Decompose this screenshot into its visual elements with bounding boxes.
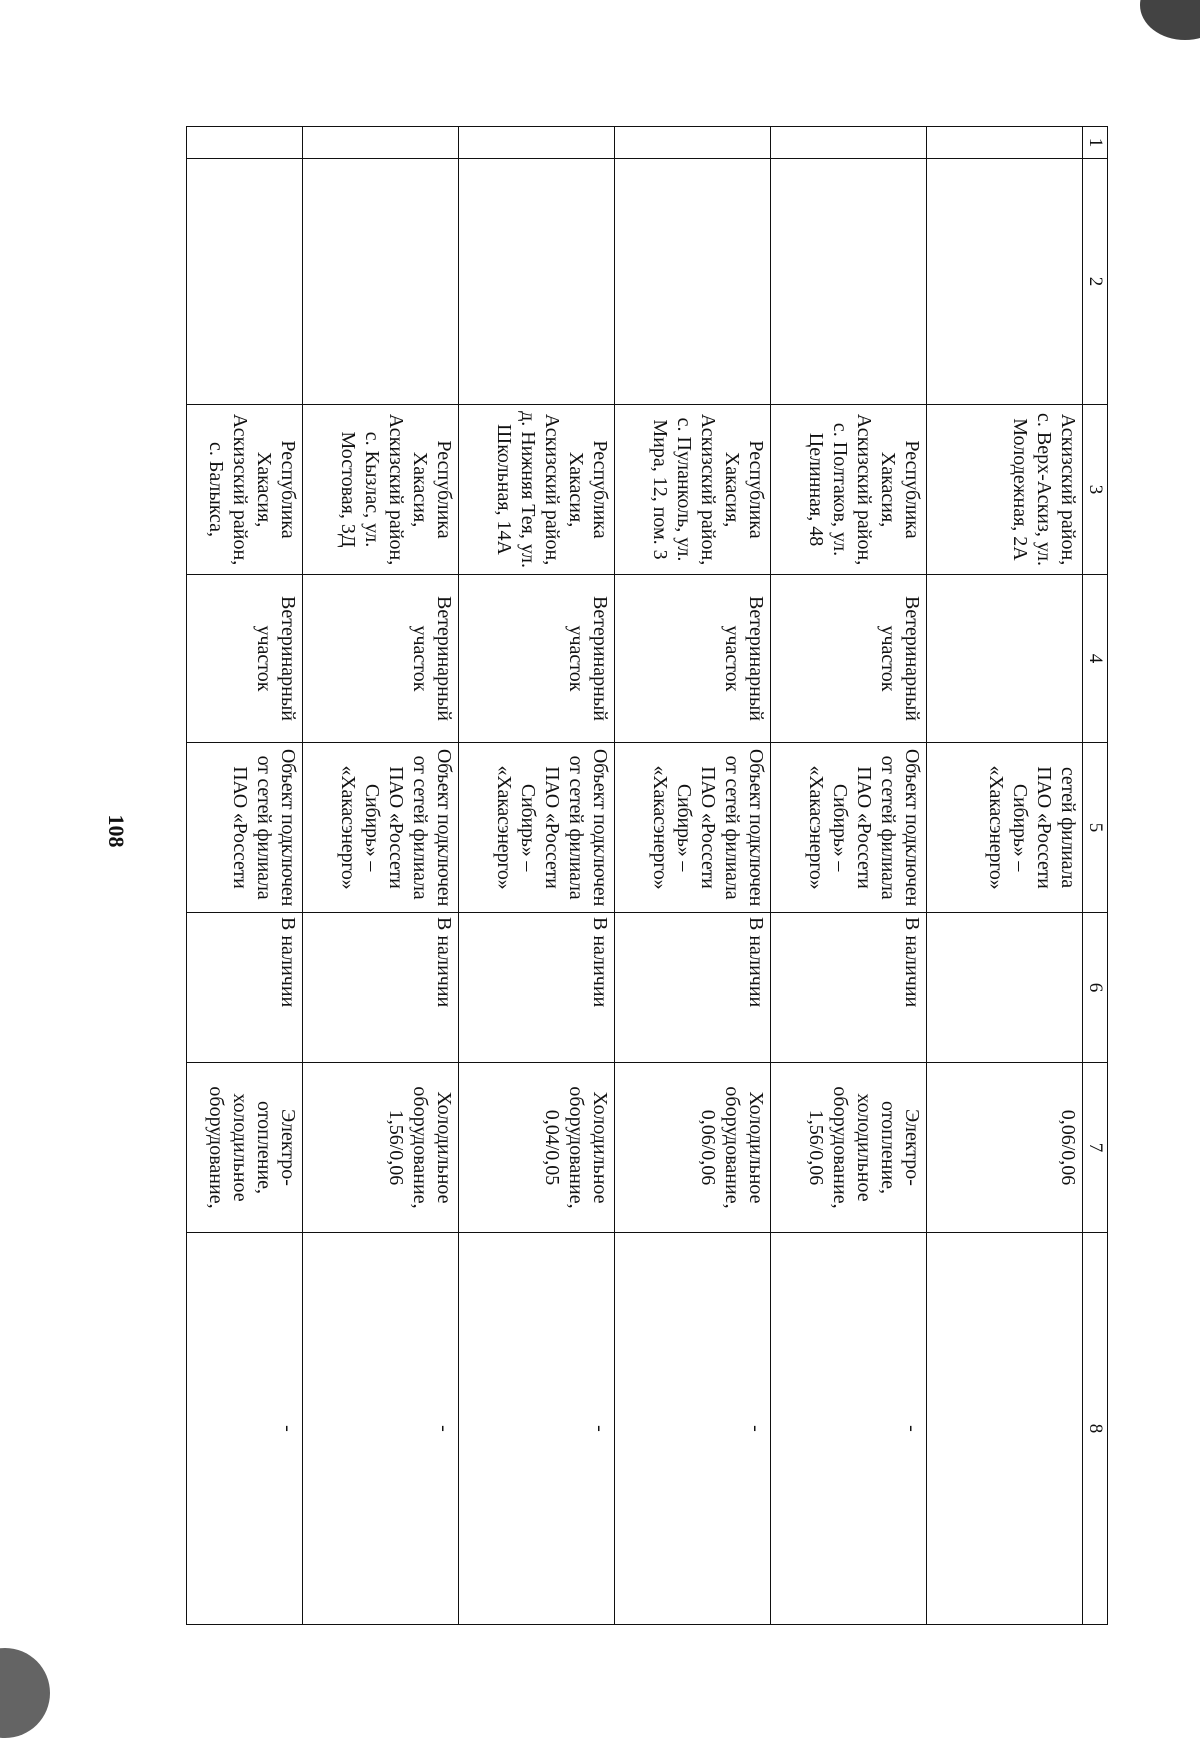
cell-availability: В наличии (187, 913, 303, 1063)
cell-col-2 (303, 159, 459, 405)
cell-facility-type: Ветеринарный участок (187, 575, 303, 743)
cell-notes: - (615, 1233, 771, 1625)
cell-power-connection: Объект подключен от сетей филиала ПАО «Россети (187, 743, 303, 913)
cell-address: Республика Хакасия, Аскизский район, с. Пуланколь, ул. Мира, 12, пом. 3 (615, 405, 771, 575)
cell-power-connection: сетей филиала ПАО «Россети Сибирь» – «Хакасэнерго» (927, 743, 1083, 913)
cell-col-1 (615, 127, 771, 159)
header-col-1: 1 (1083, 127, 1108, 159)
cell-availability: В наличии (771, 913, 927, 1063)
cell-equipment-power: 0,06/0,06 (927, 1063, 1083, 1233)
header-col-6: 6 (1083, 913, 1108, 1063)
page-number: 108 (104, 814, 129, 848)
header-col-7: 7 (1083, 1063, 1108, 1233)
cell-availability: В наличии (459, 913, 615, 1063)
cell-address: Республика Хакасия, Аскизский район, с. Балыкса, (187, 405, 303, 575)
cell-notes: - (771, 1233, 927, 1625)
cell-power-connection: Объект подключен от сетей филиала ПАО «Россети Сибирь» – «Хакасэнерго» (771, 743, 927, 913)
table-row (303, 127, 459, 1625)
cell-address: Республика Хакасия, Аскизский район, д. Нижняя Тея, ул. Школьная, 14А (459, 405, 615, 575)
cell-address: Аскизский район, с. Верх-Аскиз, ул. Молодежная, 2А (927, 405, 1083, 575)
cell-equipment-power: Электро-отопление, холодильное оборудование, (187, 1063, 303, 1233)
scan-corner-shadow (1140, 0, 1200, 40)
scan-corner-shadow (0, 1648, 50, 1738)
header-row (1083, 127, 1108, 1625)
cell-address: Республика Хакасия, Аскизский район, с. Полтаков, ул. Целинная, 48 (771, 405, 927, 575)
cell-col-2 (927, 159, 1083, 405)
cell-notes: - (187, 1233, 303, 1625)
table-row (187, 127, 303, 1625)
table-row (459, 127, 615, 1625)
cell-facility-type: Ветеринарный участок (303, 575, 459, 743)
header-col-2: 2 (1083, 159, 1108, 405)
header-col-3: 3 (1083, 405, 1108, 575)
header-col-5: 5 (1083, 743, 1108, 913)
cell-facility-type: Ветеринарный участок (771, 575, 927, 743)
rotated-table-container (188, 126, 1108, 1624)
cell-equipment-power: Холодильное оборудование, 0,04/0,05 (459, 1063, 615, 1233)
cell-col-2 (615, 159, 771, 405)
cell-power-connection: Объект подключен от сетей филиала ПАО «Россети Сибирь» – «Хакасэнерго» (303, 743, 459, 913)
cell-col-1 (187, 127, 303, 159)
cell-col-1 (771, 127, 927, 159)
cell-power-connection: Объект подключен от сетей филиала ПАО «Россети Сибирь» – «Хакасэнерго» (459, 743, 615, 913)
cell-availability: В наличии (615, 913, 771, 1063)
cell-availability (927, 913, 1083, 1063)
cell-col-1 (303, 127, 459, 159)
cell-notes (927, 1233, 1083, 1625)
cell-col-2 (771, 159, 927, 405)
cell-equipment-power: Холодильное оборудование, 1,56/0,06 (303, 1063, 459, 1233)
table-row (615, 127, 771, 1625)
cell-col-1 (459, 127, 615, 159)
cell-facility-type: Ветеринарный участок (459, 575, 615, 743)
cell-equipment-power: Электро-отопление, холодильное оборудование, 1,56/0,06 (771, 1063, 927, 1233)
table-row (927, 127, 1083, 1625)
cell-notes: - (459, 1233, 615, 1625)
cell-equipment-power: Холодильное оборудование, 0,06/0,06 (615, 1063, 771, 1233)
cell-notes: - (303, 1233, 459, 1625)
cell-facility-type (927, 575, 1083, 743)
cell-col-2 (459, 159, 615, 405)
cell-col-1 (927, 127, 1083, 159)
cell-facility-type: Ветеринарный участок (615, 575, 771, 743)
header-col-8: 8 (1083, 1233, 1108, 1625)
cell-availability: В наличии (303, 913, 459, 1063)
header-col-4: 4 (1083, 575, 1108, 743)
facility-table (186, 126, 1108, 1625)
cell-col-2 (187, 159, 303, 405)
cell-power-connection: Объект подключен от сетей филиала ПАО «Россети Сибирь» – «Хакасэнерго» (615, 743, 771, 913)
table-row (771, 127, 927, 1625)
cell-address: Республика Хакасия, Аскизский район, с. Кызлас, ул. Мостовая, 3Д (303, 405, 459, 575)
